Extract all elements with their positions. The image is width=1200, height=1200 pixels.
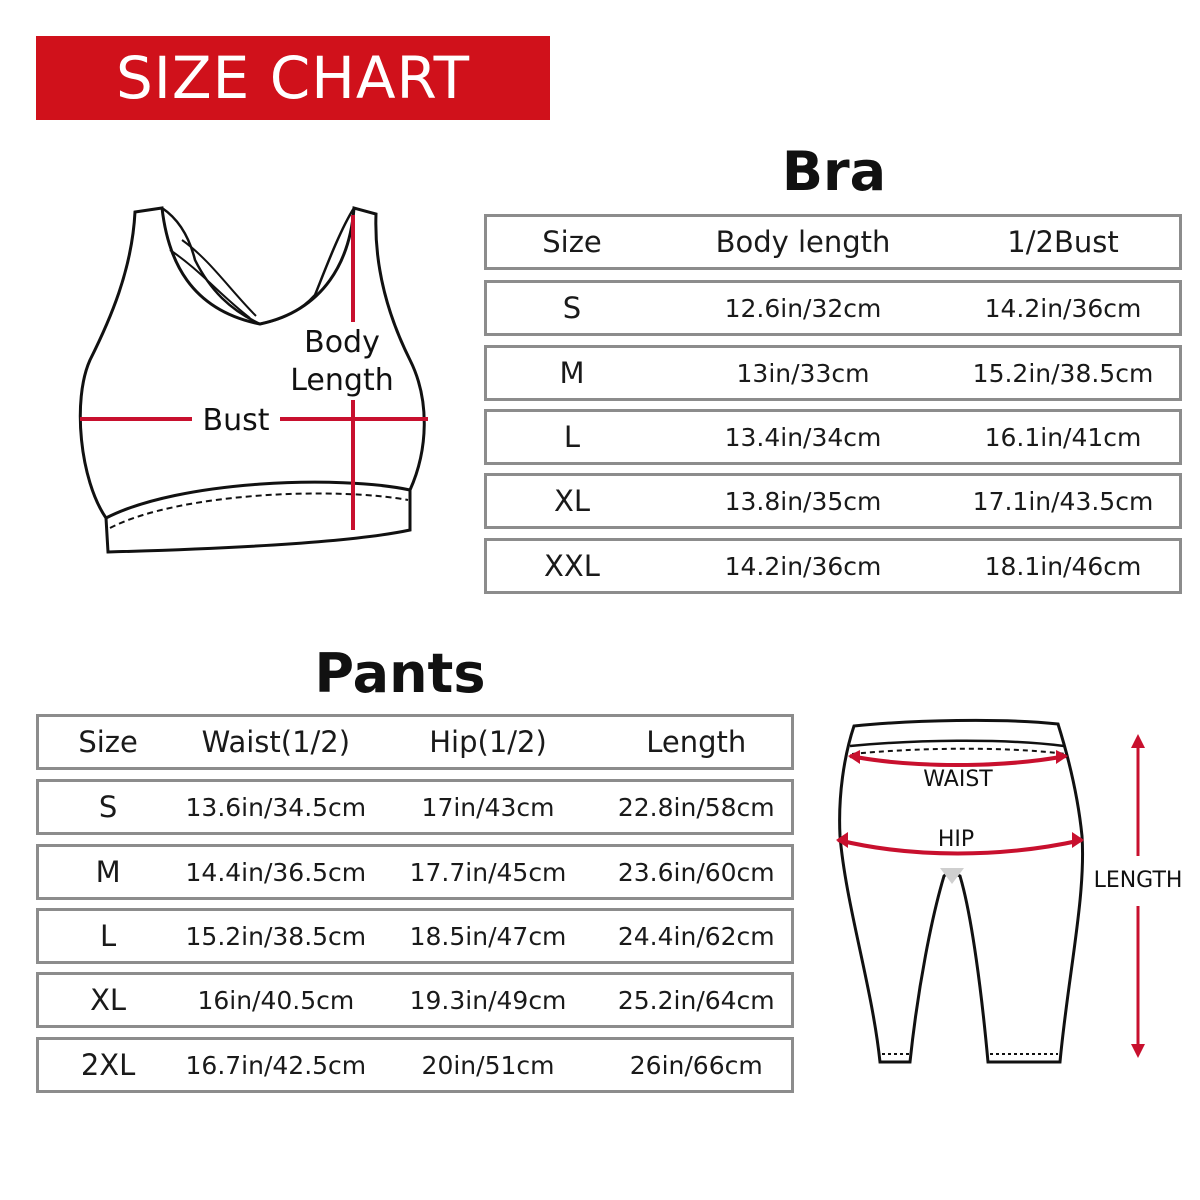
bra-cell: 18.1in/46cm — [984, 551, 1142, 581]
pants-size-table — [36, 714, 794, 1094]
pants-section-title: Pants — [314, 642, 486, 705]
bra-cell: 13.8in/35cm — [724, 486, 882, 516]
pants-cell: 20in/51cm — [421, 1050, 555, 1080]
bra-diagram — [70, 200, 430, 570]
pants-diagram — [832, 716, 1183, 1076]
bra-cell: XXL — [544, 549, 600, 583]
pants-cell: 22.8in/58cm — [617, 792, 775, 822]
pants-cell: M — [95, 855, 121, 889]
bra-cell: 16.1in/41cm — [984, 422, 1142, 452]
bra-table-row — [484, 409, 1182, 465]
pants-cell: L — [99, 919, 117, 953]
bra-cell: 17.1in/43.5cm — [972, 486, 1154, 516]
pants-table-row — [36, 908, 794, 964]
pants-table-row — [36, 972, 794, 1028]
pants-cell: 14.4in/36.5cm — [185, 857, 367, 887]
pants-cell: 24.4in/62cm — [617, 921, 775, 951]
bra-table-row — [484, 345, 1182, 401]
pants-cell: 16.7in/42.5cm — [185, 1050, 367, 1080]
bra-cell: 15.2in/38.5cm — [972, 358, 1154, 388]
bra-table-row — [484, 538, 1182, 594]
pants-cell: 23.6in/60cm — [617, 857, 775, 887]
bra-cell: 14.2in/36cm — [984, 293, 1142, 323]
pants-cell: 17.7in/45cm — [409, 857, 567, 887]
pants-cell: 2XL — [80, 1048, 136, 1082]
pants-header-row — [36, 714, 794, 770]
pants-cell: 26in/66cm — [629, 1050, 763, 1080]
pants-cell: 18.5in/47cm — [409, 921, 567, 951]
pants-column-header: Size — [78, 725, 138, 759]
bra-column-header: Body length — [715, 225, 891, 259]
pants-cell: 15.2in/38.5cm — [185, 921, 367, 951]
bra-cell: 14.2in/36cm — [724, 551, 882, 581]
bra-size-table — [484, 214, 1182, 594]
pants-table-row — [36, 844, 794, 900]
length-arrowhead-bottom — [1131, 1044, 1145, 1058]
bra-column-header: Size — [542, 225, 602, 259]
pants-column-header: Hip(1/2) — [429, 725, 547, 759]
pants-cell: 16in/40.5cm — [197, 985, 355, 1015]
size-chart-banner — [36, 36, 550, 120]
pants-cell: S — [98, 790, 118, 824]
pants-cell: 25.2in/64cm — [617, 985, 775, 1015]
bra-cell: 13in/33cm — [736, 358, 870, 388]
bra-cell: XL — [553, 484, 591, 518]
pants-column-header: Length — [646, 725, 747, 759]
bra-column-header: 1/2Bust — [1007, 225, 1119, 259]
body-label-line1: Body — [304, 325, 380, 360]
banner-title: SIZE CHART — [115, 44, 471, 112]
pants-cell: 17in/43cm — [421, 792, 555, 822]
pants-table-row — [36, 779, 794, 835]
pants-cell: 13.6in/34.5cm — [185, 792, 367, 822]
bra-cell: 13.4in/34cm — [724, 422, 882, 452]
length-label: LENGTH — [1093, 868, 1183, 893]
pants-cell: XL — [90, 983, 127, 1017]
bra-cell: 12.6in/32cm — [724, 293, 882, 323]
bra-section-title: Bra — [781, 140, 887, 203]
body-label-line2: Length — [290, 363, 394, 398]
bra-table-row — [484, 473, 1182, 529]
pants-column-header: Waist(1/2) — [201, 725, 351, 759]
pants-table-row — [36, 1037, 794, 1093]
waist-label: WAIST — [923, 767, 993, 792]
bra-header-row — [484, 214, 1182, 270]
bra-table-row — [484, 280, 1182, 336]
bust-label: Bust — [202, 403, 270, 438]
hip-label: HIP — [937, 827, 975, 852]
length-arrowhead-top — [1131, 734, 1145, 748]
bra-cell: M — [559, 356, 585, 390]
bra-cell: L — [563, 420, 581, 454]
pants-cell: 19.3in/49cm — [409, 985, 567, 1015]
bra-cell: S — [562, 291, 582, 325]
